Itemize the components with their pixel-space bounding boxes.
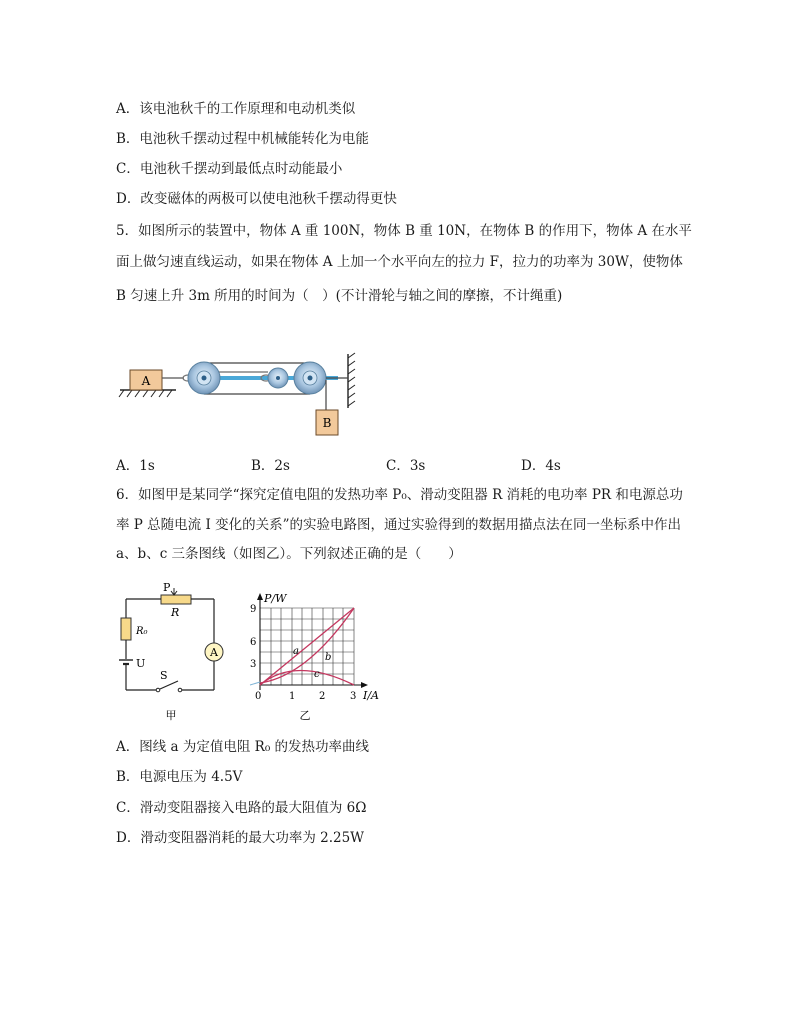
curve-a-label: a: [293, 646, 299, 657]
q5-stem-line-2: 面上做匀速直线运动，如果在物体 A 上加一个水平向左的拉力 F，拉力的功率为 30W，使物体: [116, 254, 683, 270]
q6-option-c: C．滑动变阻器接入电路的最大阻值为 6Ω: [116, 800, 367, 816]
graph-caption: 乙: [299, 709, 311, 722]
switch: [160, 681, 178, 689]
rheostat: [161, 595, 191, 604]
block-b-label: B: [322, 416, 332, 430]
y-axis-label: P/W: [264, 592, 287, 605]
q6-option-a: A．图线 a 为定值电阻 R₀ 的发热功率曲线: [116, 739, 370, 755]
y-tick-3: 3: [250, 659, 257, 670]
q6-stem-line-3: a、b、c 三条图线（如图乙）。下列叙述正确的是（ ）: [116, 546, 462, 562]
power-current-graph: [245, 588, 385, 726]
q5-option-d: D．4s: [521, 458, 561, 474]
curve-a: [260, 608, 354, 685]
q6-stem-line-1: 6．如图甲是某同学“探究定值电阻的发热功率 P₀、滑动变阻器 R 消耗的电功率 PR 和电源总功: [116, 487, 683, 503]
x-tick-1: 1: [289, 691, 296, 702]
q4-option-c: C．电池秋千摆动到最低点时动能最小: [116, 161, 343, 177]
resistor-r0-label: R₀: [136, 626, 148, 637]
rheostat-label: R: [171, 606, 180, 619]
battery: [119, 660, 133, 664]
origin-label: 0: [255, 691, 262, 702]
slider-label: P: [163, 581, 171, 594]
q4-option-a: A．该电池秋千的工作原理和电动机类似: [116, 101, 356, 117]
resistor-r0: [121, 618, 131, 640]
battery-label: U: [136, 657, 146, 670]
q5-option-a: A．1s: [116, 458, 155, 474]
ammeter-label: A: [210, 646, 218, 659]
q5-option-c: C．3s: [386, 458, 426, 474]
q6-option-b: B．电源电压为 4.5V: [116, 769, 243, 785]
x-tick-3: 3: [350, 691, 357, 702]
y-tick-9: 9: [250, 604, 257, 615]
pulley-3: [294, 362, 326, 394]
y-tick-6: 6: [250, 637, 257, 648]
switch-label: S: [160, 669, 168, 682]
q6-option-d: D．滑动变阻器消耗的最大功率为 2.25W: [116, 830, 365, 846]
circuit-caption: 甲: [165, 709, 177, 722]
wall: [348, 353, 355, 408]
x-tick-2: 2: [319, 691, 326, 702]
q6-stem-line-2: 率 P 总随电流 I 变化的关系”的实验电路图，通过实验得到的数据用描点法在同一坐标系中作出: [116, 517, 681, 533]
q4-option-d: D．改变磁体的两极可以使电池秋千摆动得更快: [116, 191, 397, 207]
ground-hatch: [119, 390, 176, 397]
q5-stem-line-1: 5．如图所示的装置中，物体 A 重 100N，物体 B 重 10N，在物体 B 的作用下，物体 A 在水平: [116, 223, 692, 239]
curve-c-label: c: [314, 669, 320, 680]
block-a-label: A: [141, 374, 151, 388]
curve-b-label: b: [325, 652, 332, 663]
pulley-1: [188, 362, 220, 394]
circuit-diagram: [116, 580, 236, 725]
q5-option-b: B．2s: [251, 458, 290, 474]
x-axis-label: I/A: [363, 689, 379, 702]
pulley-figure: [118, 350, 368, 442]
q4-option-b: B．电池秋千摆动过程中机械能转化为电能: [116, 131, 369, 147]
q5-stem-line-3: B 匀速上升 3m 所用的时间为（ ）(不计滑轮与轴之间的摩擦，不计绳重): [116, 288, 563, 304]
